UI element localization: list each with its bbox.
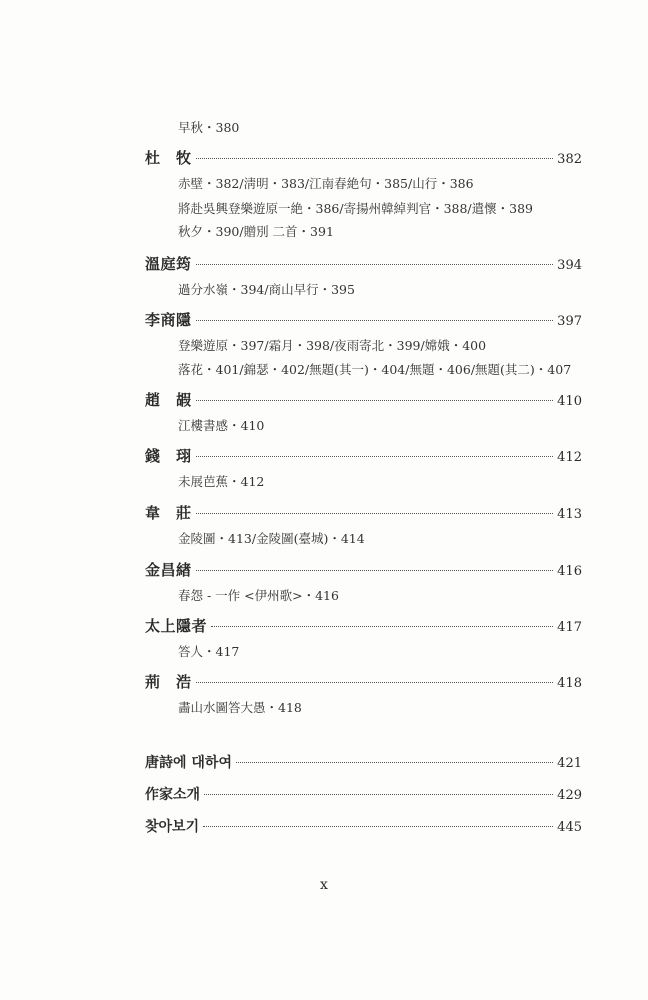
page-number: 445 [557, 820, 582, 835]
toc-entry-taishang-yinzhe [145, 615, 582, 636]
page-number: 410 [557, 394, 582, 409]
toc-entry-li-shangyin [145, 309, 582, 330]
page-number: 418 [557, 676, 582, 691]
poem-list: 畵山水圖答大愚・418 [178, 700, 302, 715]
dot-leader [196, 456, 554, 457]
author-name: 荊 浩 [145, 673, 192, 691]
toc-entry-essay [145, 752, 582, 772]
page-number: 421 [557, 756, 582, 771]
poem-list: 落花・401/錦瑟・402/無題(其一)・404/無題・406/無題(其二)・407 [178, 362, 572, 377]
author-name: 太上隱者 [145, 617, 208, 635]
page-number: 413 [557, 507, 582, 522]
page-number: 394 [557, 258, 582, 273]
section-title: 찾아보기 [145, 819, 200, 835]
dot-leader [196, 320, 554, 321]
poem-list: 金陵圖・413/金陵圖(臺城)・414 [178, 531, 365, 546]
dot-leader [196, 400, 554, 401]
toc-entry-jing-hao [145, 671, 582, 692]
dot-leader [196, 264, 554, 265]
page-number: 382 [557, 152, 582, 167]
author-name: 李商隱 [145, 311, 192, 329]
page-number: 412 [557, 450, 582, 465]
author-name: 趙 嘏 [145, 391, 192, 409]
page-number: 417 [557, 620, 582, 635]
toc-entry-wei-zhuang [145, 502, 582, 523]
dot-leader [204, 794, 553, 795]
dot-leader [203, 826, 553, 827]
poem-list: 未展芭蕉・412 [178, 474, 265, 489]
dot-leader [196, 158, 554, 159]
poem-list: 登樂遊原・397/霜月・398/夜雨寄北・399/嫦娥・400 [178, 338, 487, 353]
author-name: 杜 牧 [145, 149, 192, 167]
section-title: 唐詩에 대하여 [145, 755, 232, 771]
toc-entry-jin-changxu [145, 559, 582, 580]
page-number: 397 [557, 314, 582, 329]
toc-entry-zhao-gu [145, 389, 582, 410]
toc-entry-qian-xu [145, 445, 582, 466]
section-title: 作家소개 [145, 787, 201, 803]
dot-leader [211, 626, 553, 627]
dot-leader [236, 762, 553, 763]
author-name: 溫庭筠 [145, 255, 192, 273]
poem-list: 赤壁・382/淸明・383/江南春絶句・385/山行・386 [178, 176, 474, 191]
dot-leader [196, 682, 554, 683]
poem-list: 春怨 - 一作 <伊州歌>・416 [178, 588, 339, 603]
author-name: 錢 珝 [145, 447, 192, 465]
page-number: 429 [557, 788, 582, 803]
dot-leader [196, 513, 554, 514]
toc-entry-authors [145, 784, 582, 804]
poem-list: 早秋・380 [178, 120, 240, 135]
poem-list: 秋夕・390/贈別 二首・391 [178, 224, 334, 239]
poem-list: 將赴吳興登樂遊原一絶・386/寄揚州韓綽判官・388/遣懷・389 [178, 201, 533, 216]
toc-entry-du-mu [145, 147, 582, 168]
poem-list: 江樓書感・410 [178, 418, 265, 433]
page-number: 416 [557, 564, 582, 579]
poem-list: 答人・417 [178, 644, 240, 659]
author-name: 韋 莊 [145, 504, 192, 522]
dot-leader [196, 570, 554, 571]
author-name: 金昌緖 [145, 561, 192, 579]
toc-entry-index [145, 816, 582, 836]
toc-entry-wen-tingyun [145, 253, 582, 274]
page-folio: x [320, 877, 328, 893]
poem-list: 過分水嶺・394/商山早行・395 [178, 282, 355, 297]
